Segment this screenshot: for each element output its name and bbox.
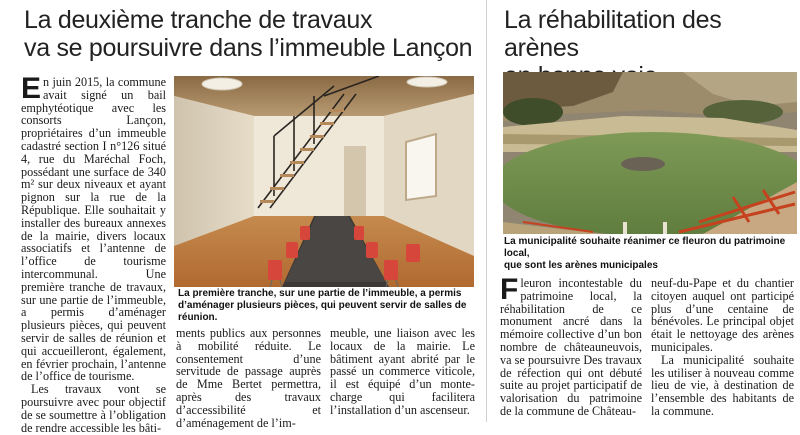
right-col1-paragraph: Fleuron incontestable du patrimoine local, la réhabilitation de ce monument ancré dans la mémoire collective d’un bon nombre de châteauneuvois, va se poursuivre Des travaux de réfection qui ont débuté suite au projet participatif de valorisation du patrimoine de la commune de Château- bbox=[500, 273, 642, 418]
left-column-1 bbox=[21, 72, 166, 435]
left-headline-line1: La deuxième tranche de travaux bbox=[24, 6, 373, 34]
left-col3-paragraph: meuble, une liaison avec les locaux de la mairie. Le bâtiment ayant abrité par le passé un commerce viticole, il est équipé d’un monte-charge qui facilitera l’installation d’un ascenseur. bbox=[330, 326, 475, 417]
arena-caption-line2: que sont les arènes municipales bbox=[504, 260, 658, 271]
left-headline-line2: va se poursuivre dans l’immeuble Lançon bbox=[24, 34, 473, 62]
right-column-2 bbox=[651, 277, 794, 418]
left-col1-paragraph-1: En juin 2015, la commune avait signé un bail emphytéotique avec les consorts Lançon, propriétaires d’un immeuble cadastré section I n°126 situé 4, rue du Maréchal Foch, possédant une surface de 340 m² sur deux niveaux et ayant pignon sur la rue de la République. Elle souhaitait y installer des bureaux annexes de la mairie, divers locaux associatifs et l’antenne de l’office de tourisme intercommunal. Une première tranche de travaux, sur une partie de l’immeuble, a permis d’aménager plusieurs pièces, qui peuvent servir de salles de réunion et qui accueilleront, également, en février prochain, l’antenne de l’office de tourisme. bbox=[21, 72, 166, 384]
arena-photo bbox=[503, 72, 797, 234]
left-headline bbox=[24, 6, 479, 62]
right-col2-paragraph-1: neuf-du-Pape et du chantier citoyen auquel ont participé plus d’une centaine de bénévoles. Le principal objet était le nettoyage des arènes municipales. bbox=[651, 276, 794, 354]
arena-caption-line1: La municipalité souhaite réanimer ce fleuron du patrimoine local, bbox=[504, 236, 786, 259]
article-divider bbox=[486, 0, 487, 422]
dropcap-e: E bbox=[21, 72, 42, 105]
arena-photo-caption bbox=[504, 236, 796, 272]
right-column-1 bbox=[500, 273, 642, 418]
left-column-2 bbox=[176, 327, 321, 429]
left-column-3 bbox=[330, 327, 475, 417]
right-col2-paragraph-2: La municipalité souhaite les utiliser à nouveau comme lieu de vie, à destination de l’ensemble des habitants de la commune. bbox=[651, 352, 794, 418]
left-col2-paragraph: ments publics aux personnes à mobilité réduite. Le consentement d’une servitude de passage auprès de Mme Bertet permettra, après des travaux d’accessibilité et d’aménagement de l’im- bbox=[176, 326, 321, 430]
arena-illustration bbox=[503, 72, 797, 234]
room-photo bbox=[174, 76, 474, 287]
right-article bbox=[490, 0, 800, 422]
left-col1-paragraph-2: Les travaux vont se poursuivre avec pour objectif de se soumettre à l’obligation de rendre accessible les bâti- bbox=[21, 382, 166, 435]
dropcap-f: F bbox=[500, 273, 519, 306]
right-headline-line1: La réhabilitation des arènes bbox=[504, 6, 722, 62]
room-photo-caption: La première tranche, sur une partie de l’immeuble, a permis d’aménager plusieurs pièces, qui peuvent servir de salles de réunion. bbox=[178, 288, 467, 323]
room-illustration bbox=[174, 76, 474, 287]
